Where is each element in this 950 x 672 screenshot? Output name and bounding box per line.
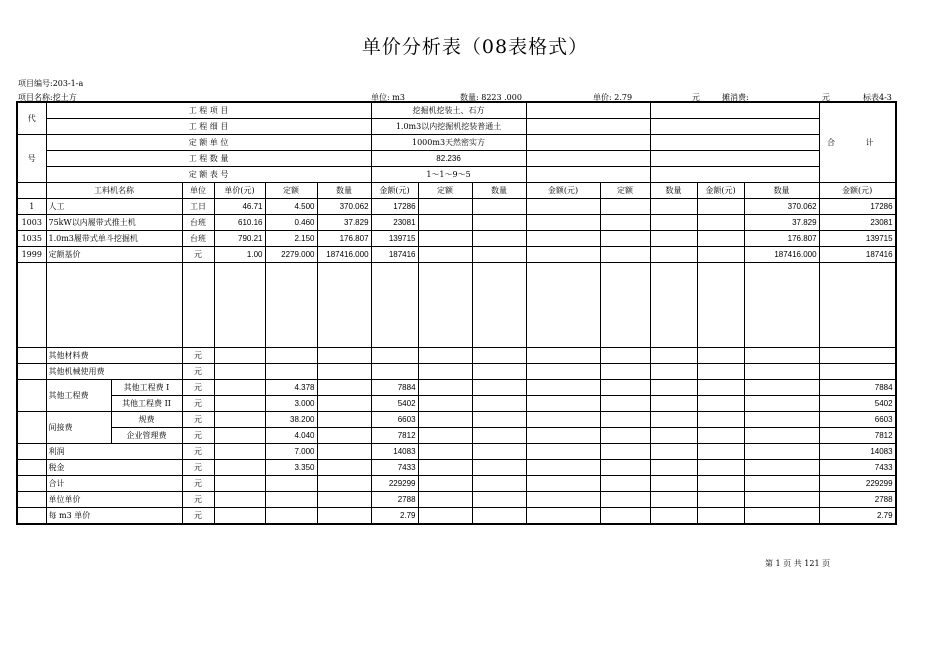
item-qty: 187416.000 (317, 247, 371, 263)
item-total-amount: 187416 (819, 247, 895, 263)
fee-unit: 元 (182, 412, 214, 428)
item-unit: 台班 (182, 215, 214, 231)
item-name: 人工 (46, 199, 182, 215)
col-price: 单价(元) (214, 183, 265, 199)
table-row (17, 247, 896, 263)
col-total-amount: 金额(元) (819, 183, 895, 199)
fee-total-amount: 7884 (819, 380, 895, 396)
item-price: 790.21 (214, 231, 265, 247)
fee-name: 利润 (46, 444, 182, 460)
item-price: 46.71 (214, 199, 265, 215)
item-amount: 23081 (371, 215, 418, 231)
value-detail: 1.0m3以内挖掘机挖装普通土 (371, 119, 526, 135)
fee-row-profit (17, 444, 896, 460)
fee-group-other-eng: 其他工程费 (46, 380, 111, 412)
table-row (17, 231, 896, 247)
col-quota-2: 定额 (418, 183, 472, 199)
fee-name: 其他机械使用费 (46, 364, 182, 380)
item-unit: 工日 (182, 199, 214, 215)
fee-unit: 元 (182, 428, 214, 444)
item-qty: 176.807 (317, 231, 371, 247)
fee-unit: 元 (182, 492, 214, 508)
page-number: 第 1 页 共 121 页 (765, 559, 831, 568)
item-amount: 17286 (371, 199, 418, 215)
fee-unit: 元 (182, 460, 214, 476)
fee-name: 其他材料费 (46, 348, 182, 364)
project-unit: 单位: m3 (371, 93, 405, 102)
item-name: 定额基价 (46, 247, 182, 263)
fee-row-other-eng-2 (17, 396, 896, 412)
fee-total-amount: 14083 (819, 444, 895, 460)
fee-unit: 元 (182, 396, 214, 412)
item-code: 1003 (17, 215, 46, 231)
yuan-label-1: 元 (692, 93, 700, 102)
item-total-amount: 23081 (819, 215, 895, 231)
fee-name: 税金 (46, 460, 182, 476)
fee-name: 其他工程费 II (111, 396, 182, 412)
fee-name: 合计 (46, 476, 182, 492)
item-total-qty: 37.829 (744, 215, 819, 231)
header-row-quantity (17, 151, 896, 167)
item-total-qty: 176.807 (744, 231, 819, 247)
fee-amount: 2.79 (371, 508, 418, 525)
project-code: 项目编号:203-1-a (18, 79, 84, 88)
column-header-row (17, 183, 896, 199)
row-label-table-no: 定 额 表 号 (46, 167, 371, 183)
table-row (17, 199, 896, 215)
col-qty-3: 数量 (650, 183, 697, 199)
yuan-label-2: 元 (822, 93, 830, 102)
fee-row-tax (17, 460, 896, 476)
item-name: 1.0m3履带式单斗挖掘机 (46, 231, 182, 247)
row-label-detail: 工 程 细 目 (46, 119, 371, 135)
project-quantity: 数量: 8223 .000 (460, 93, 522, 102)
col-quota: 定额 (265, 183, 317, 199)
item-price: 610.16 (214, 215, 265, 231)
fee-row-gui (17, 412, 896, 428)
item-code: 1 (17, 199, 46, 215)
header-row-unit (17, 135, 896, 151)
fee-row-other-machine (17, 364, 896, 380)
row-label-project: 工 程 项 目 (46, 102, 371, 119)
unit-price-analysis-table (16, 101, 897, 525)
item-amount: 139715 (371, 231, 418, 247)
fee-amount: 7812 (371, 428, 418, 444)
hao-label: 号 (17, 135, 46, 183)
col-name: 工料机名称 (46, 183, 182, 199)
fee-row-unit-total (17, 492, 896, 508)
item-total-qty: 370.062 (744, 199, 819, 215)
fee-amount: 5402 (371, 396, 418, 412)
item-code: 1999 (17, 247, 46, 263)
fee-unit: 元 (182, 508, 214, 525)
fee-amount: 6603 (371, 412, 418, 428)
project-name: 项目名称:挖土方 (18, 93, 77, 102)
project-unit-price: 单价: 2.79 (593, 93, 633, 102)
fee-row-total (17, 476, 896, 492)
value-project: 挖掘机挖装土、石方 (371, 102, 526, 119)
fee-total-amount: 5402 (819, 396, 895, 412)
fee-quota: 4.378 (265, 380, 317, 396)
fee-row-mgmt (17, 428, 896, 444)
col-qty: 数量 (317, 183, 371, 199)
col-unit: 单位 (182, 183, 214, 199)
amortization-label: 摊消费: (722, 93, 749, 102)
fee-quota: 3.000 (265, 396, 317, 412)
form-number: 标表4-3 (863, 93, 892, 102)
value-unit: 1000m3天然密实方 (371, 135, 526, 151)
row-label-quantity: 工 程 数 量 (46, 151, 371, 167)
row-label-unit: 定 额 单 位 (46, 135, 371, 151)
fee-total-amount: 7812 (819, 428, 895, 444)
header-row-project (17, 102, 896, 119)
fee-amount: 229299 (371, 476, 418, 492)
item-quota: 4.500 (265, 199, 317, 215)
col-amount-3: 金额(元) (697, 183, 744, 199)
item-quota: 0.460 (265, 215, 317, 231)
header-row-detail (17, 119, 896, 135)
fee-total-amount: 7433 (819, 460, 895, 476)
fee-quota: 7.000 (265, 444, 317, 460)
page-title: 单价分析表（08表格式） (361, 36, 589, 58)
fee-name: 其他工程费 I (111, 380, 182, 396)
item-unit: 台班 (182, 231, 214, 247)
total-header: 合 计 (819, 102, 896, 183)
fee-unit: 元 (182, 348, 214, 364)
fee-unit: 元 (182, 364, 214, 380)
fee-quota: 4.040 (265, 428, 317, 444)
item-total-amount: 139715 (819, 231, 895, 247)
fee-name: 规费 (111, 412, 182, 428)
fee-row-other-eng-1 (17, 380, 896, 396)
col-total-qty: 数量 (744, 183, 819, 199)
fee-group-indirect: 间接费 (46, 412, 111, 444)
fee-quota: 3.350 (265, 460, 317, 476)
value-table-no: 1～1～9～5 (371, 167, 526, 183)
col-amount: 金额(元) (371, 183, 418, 199)
fee-total-amount: 6603 (819, 412, 895, 428)
fee-quota: 38.200 (265, 412, 317, 428)
item-quota: 2279.000 (265, 247, 317, 263)
fee-total-amount: 229299 (819, 476, 895, 492)
fee-name: 每 m3 单价 (46, 508, 182, 525)
fee-amount: 2788 (371, 492, 418, 508)
fee-amount: 7884 (371, 380, 418, 396)
item-name: 75kW以内履带式推土机 (46, 215, 182, 231)
col-quota-3: 定额 (600, 183, 650, 199)
header-row-table-no (17, 167, 896, 183)
col-qty-2: 数量 (472, 183, 526, 199)
fee-total-amount: 2.79 (819, 508, 895, 525)
fee-amount: 7433 (371, 460, 418, 476)
item-total-qty: 187416.000 (744, 247, 819, 263)
fee-unit: 元 (182, 444, 214, 460)
table-row (17, 215, 896, 231)
dai-label: 代 (17, 102, 46, 135)
fee-unit: 元 (182, 476, 214, 492)
item-amount: 187416 (371, 247, 418, 263)
blank-row (17, 263, 896, 348)
item-qty: 37.829 (317, 215, 371, 231)
fee-amount: 14083 (371, 444, 418, 460)
item-qty: 370.062 (317, 199, 371, 215)
fee-total-amount: 2788 (819, 492, 895, 508)
item-total-amount: 17286 (819, 199, 895, 215)
value-quantity: 82.236 (371, 151, 526, 167)
fee-row-other-material (17, 348, 896, 364)
item-quota: 2.150 (265, 231, 317, 247)
fee-unit: 元 (182, 380, 214, 396)
item-unit: 元 (182, 247, 214, 263)
fee-name: 企业管理费 (111, 428, 182, 444)
fee-name: 单位单价 (46, 492, 182, 508)
item-code: 1035 (17, 231, 46, 247)
col-amount-2: 金额(元) (526, 183, 600, 199)
item-price: 1.00 (214, 247, 265, 263)
fee-row-per-m3 (17, 508, 896, 525)
